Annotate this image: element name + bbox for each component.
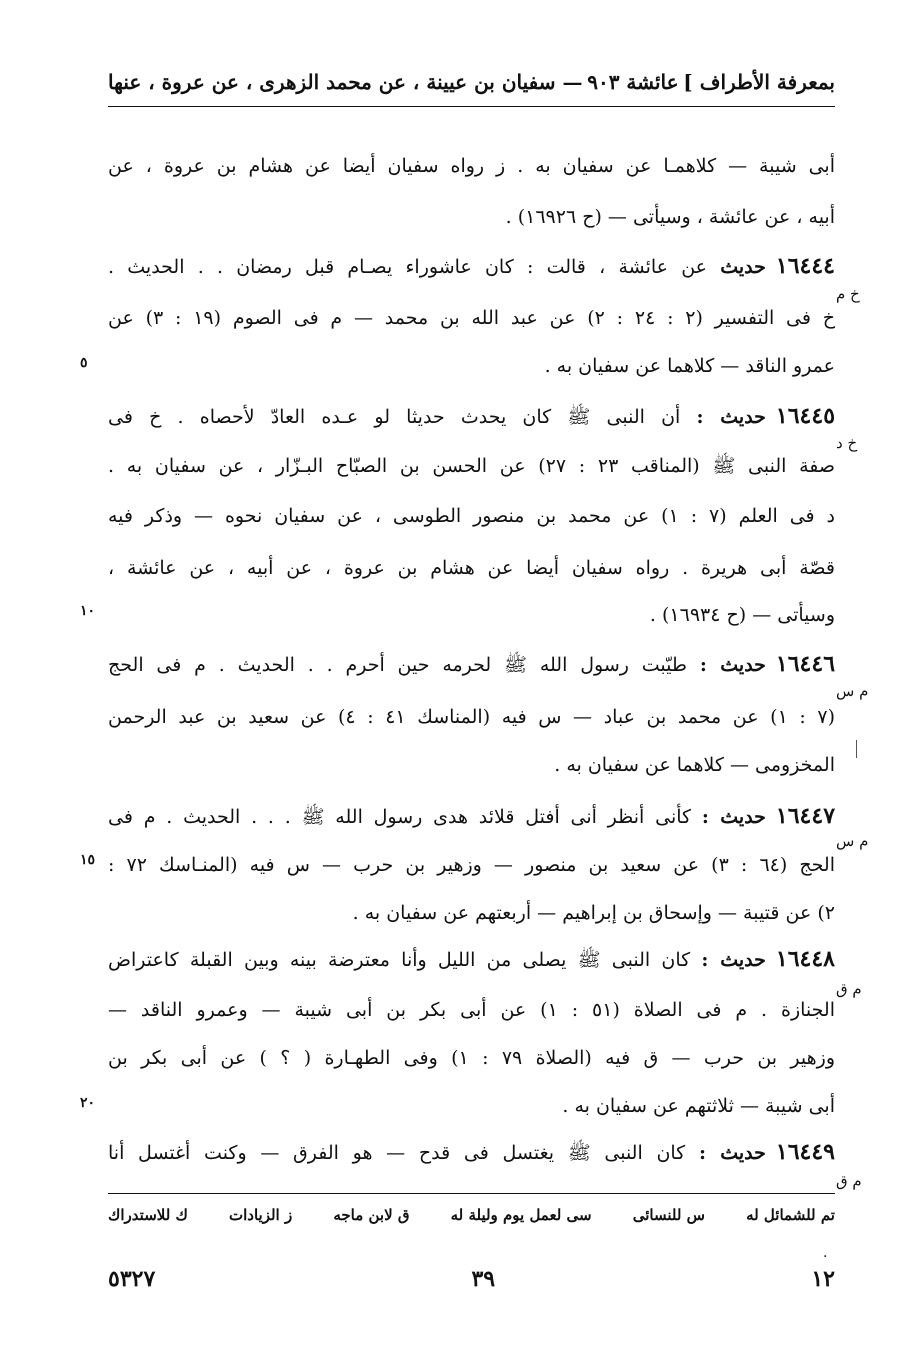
legend-item: تم للشمائل له xyxy=(746,1206,835,1224)
page-footer xyxy=(108,1262,835,1296)
sigla-legend xyxy=(108,1206,835,1236)
entry-number: ١٦٤٤٧ xyxy=(775,803,835,829)
text-line: وسيأتى — (ح ١٦٩٣٤) . xyxy=(649,604,835,626)
legend-item: ق لابن ماجه xyxy=(333,1206,410,1224)
legend-item: ك للاستدراك xyxy=(108,1206,188,1224)
page-number: ٣٩ xyxy=(471,1266,496,1292)
text-line: الحج (٦٤ : ٣) عن سعيد بن منصور — وزهير بن حرب — س فيه (المنـاسك ٧٢ : xyxy=(108,854,835,876)
text-line: صفة النبى ﷺ (المناقب ٢٣ : ٢٧) عن الحسن بن الصبّاح البـزّار ، عن سفيان به . xyxy=(108,455,835,477)
entry-lead: حديث : xyxy=(698,1142,766,1164)
hadith-entry-16449: ١٦٤٤٩حديث : كان النبى ﷺ يغتسل فى قدح — هو الفرق — وكنت أغتسل أنا xyxy=(108,1139,835,1165)
entry-number: ١٦٤٤٦ xyxy=(775,651,835,677)
text-line: أبى شيبة — كلاهمـا عن سفيان به . ز رواه سفيان أيضا عن هشام بن عروة ، عن xyxy=(108,155,835,177)
entry-lead: حديث xyxy=(720,256,766,278)
entry-lead: حديث : xyxy=(701,806,766,828)
line-number: ٢٠ xyxy=(80,1095,96,1111)
margin-mark xyxy=(856,740,857,758)
entry-lead: حديث : xyxy=(699,654,766,676)
legend-item: سى لعمل يوم وليلة له xyxy=(450,1206,592,1224)
margin-siglum: م س xyxy=(836,682,869,700)
header-title: بمعرفة الأطراف ] xyxy=(683,70,835,94)
text-line: الجنازة . م فى الصلاة (٥١ : ١) عن أبى بكر بن أبى شيبة — وعمرو الناقد — xyxy=(108,999,835,1021)
margin-siglum: خ د xyxy=(836,434,858,452)
text-line: د فى العلم (٧ : ١) عن محمد بن منصور الطوسى ، عن سفيان نحوه — وذكر فيه xyxy=(108,505,835,527)
text-line: عمرو الناقد — كلاهما عن سفيان به . xyxy=(544,355,835,377)
hadith-entry-16446: ١٦٤٤٦حديث : طيّبت رسول الله ﷺ لحرمه حين أحرم . . الحديث . م فى الحج xyxy=(108,651,835,677)
text-line: ٢) عن قتيبة — وإسحاق بن إبراهيم — أربعتهم عن سفيان به . xyxy=(352,902,835,924)
legend-item: ز الزيادات xyxy=(229,1206,293,1224)
text-line: أبيه ، عن عائشة ، وسيأتى — (ح ١٦٩٢٦) . xyxy=(505,206,835,228)
line-number: ١٠ xyxy=(80,603,96,619)
hadith-entry-16445: ١٦٤٤٥حديث : أن النبى ﷺ كان يحدث حديثا لو عـده العادّ لأحصاه . خ فى xyxy=(108,403,835,429)
margin-siglum: م ق xyxy=(836,980,862,998)
text-line: (٧ : ١) عن محمد بن عباد — س فيه (المناسك ٤١ : ٤) عن سعيد بن عبد الرحمن xyxy=(108,706,835,728)
line-number: ١٥ xyxy=(80,852,96,868)
margin-siglum: م س xyxy=(836,832,869,850)
text-line: المخزومى — كلاهما عن سفيان به . xyxy=(554,754,835,776)
running-head xyxy=(108,62,835,102)
text-line: وزهير بن حرب — ق فيه (الصلاة ٧٩ : ١) وفى الطهـارة ( ؟ ) عن أبى بكر بن xyxy=(108,1047,835,1069)
entry-lead: حديث : xyxy=(696,406,766,428)
footer-rule xyxy=(108,1193,835,1194)
header-chain: — سفيان بن عيينة ، عن محمد الزهرى ، عن عروة ، عنها xyxy=(108,70,583,94)
text-line: خ فى التفسير (٢ : ٢٤ : ٢) عن عبد الله بن محمد — م فى الصوم (١٩ : ٣) عن xyxy=(108,307,835,329)
line-number: ٥ xyxy=(80,355,88,371)
text-line: أبى شيبة — ثلاثتهم عن سفيان به . xyxy=(562,1095,835,1117)
hadith-entry-16447: ١٦٤٤٧حديث : كأنى أنظر أنى أفتل قلائد هدى رسول الله ﷺ . . . الحديث . م فى xyxy=(108,803,835,829)
hadith-entry-16444: ١٦٤٤٤حديث عن عائشة ، قالت : كان عاشوراء يصـام قبل رمضان . . الحديث . xyxy=(108,253,835,279)
header-rule xyxy=(108,106,835,107)
volume-number: ١٢ xyxy=(811,1266,835,1292)
header-section: عائشة ٩٠٣ xyxy=(587,70,679,94)
hadith-entry-16448: ١٦٤٤٨حديث : كان النبى ﷺ يصلى من الليل وأنا معترضة بينه وبين القبلة كاعتراض xyxy=(108,946,835,972)
entry-number: ١٦٤٤٥ xyxy=(775,403,835,429)
entry-number: ١٦٤٤٩ xyxy=(775,1139,835,1165)
text-line: قصّة أبى هريرة . رواه سفيان أيضا عن هشام بن عروة ، عن أبيه ، عن عائشة ، xyxy=(108,557,835,579)
entry-lead: حديث : xyxy=(701,949,766,971)
footer-left-number: ٥٣٢٧ xyxy=(108,1266,156,1292)
legend-item: س للنسائى xyxy=(632,1206,705,1224)
entry-number: ١٦٤٤٨ xyxy=(775,946,835,972)
margin-siglum: م ق xyxy=(836,1172,862,1190)
footer-dot: . xyxy=(823,1245,828,1261)
margin-siglum: خ م xyxy=(836,285,860,303)
entry-number: ١٦٤٤٤ xyxy=(775,253,835,279)
